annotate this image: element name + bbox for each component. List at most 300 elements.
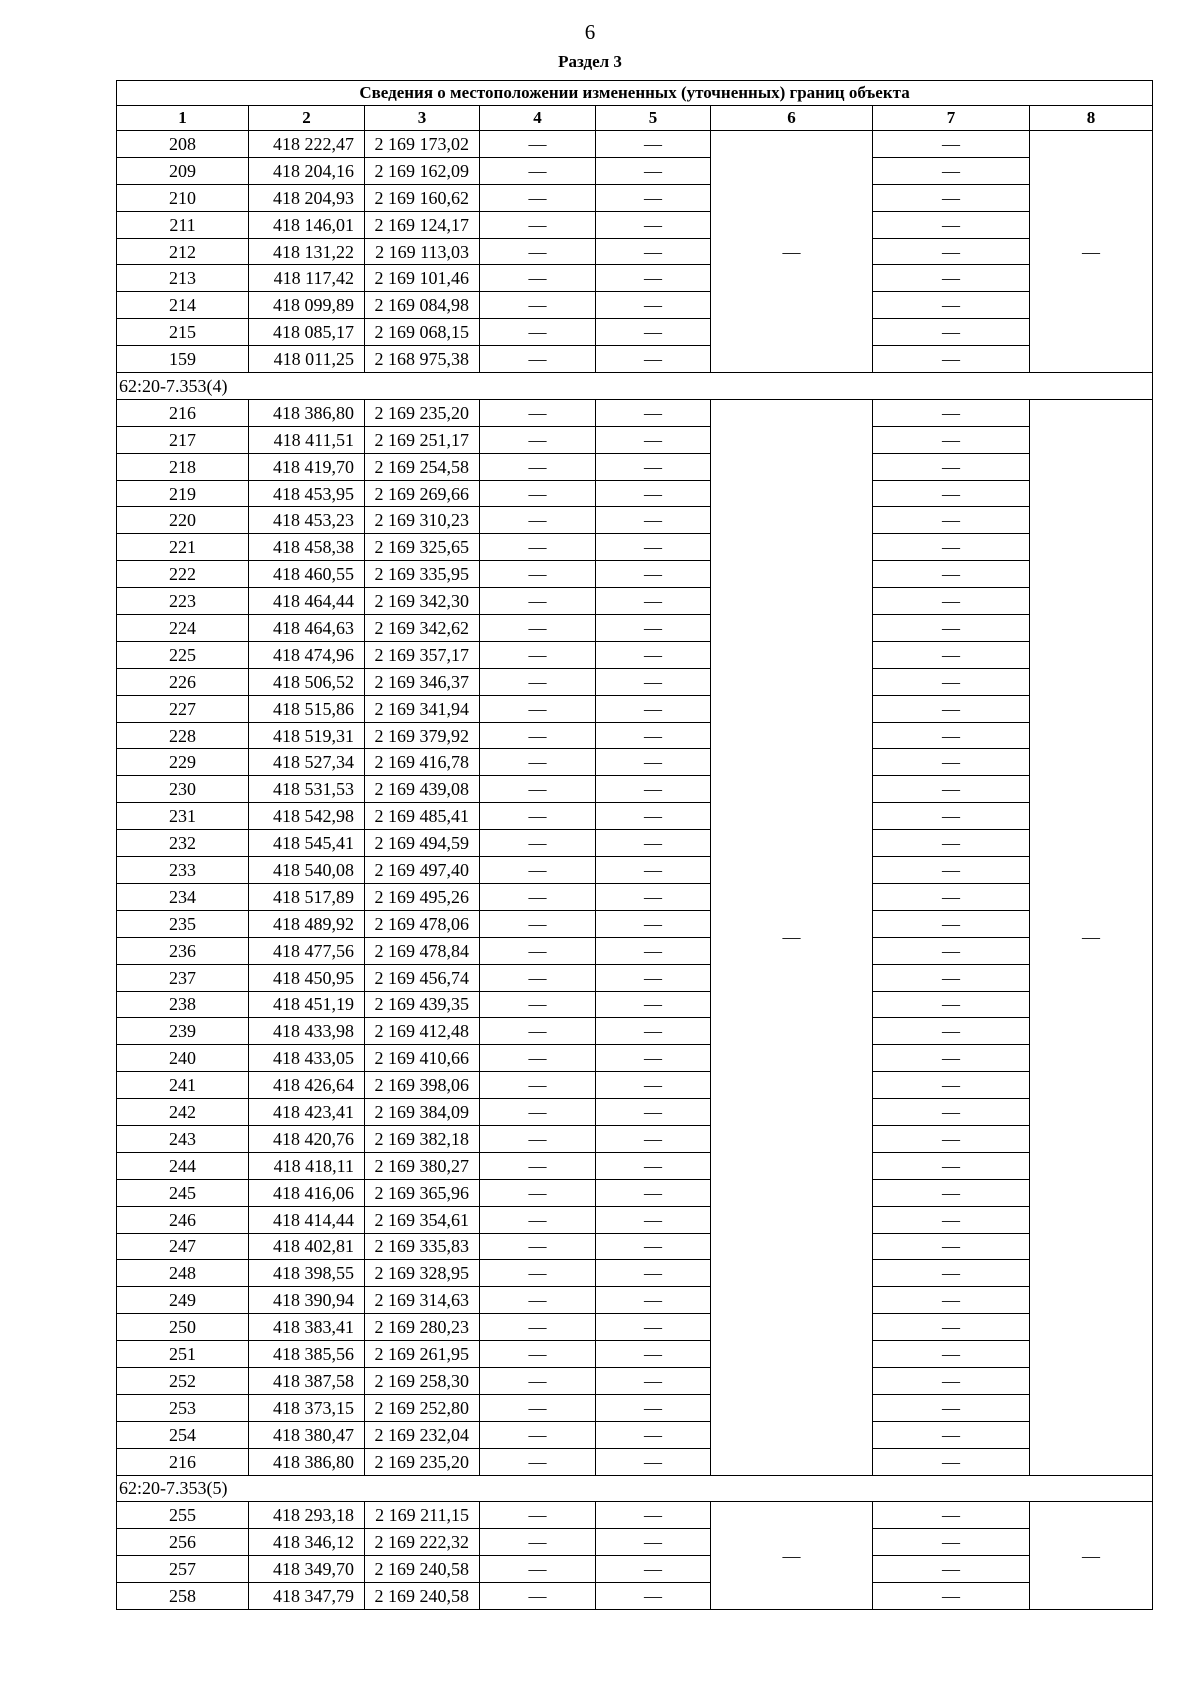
column-4-cell: — [480, 937, 596, 964]
column-header: 5 [596, 106, 711, 131]
x-coordinate-cell: 418 433,98 [249, 1018, 365, 1045]
column-7-cell: — [873, 749, 1030, 776]
y-coordinate-cell: 2 169 478,06 [365, 910, 480, 937]
y-coordinate-cell: 2 169 357,17 [365, 641, 480, 668]
point-number-cell: 208 [117, 131, 249, 158]
column-7-cell: — [873, 668, 1030, 695]
column-header: 4 [480, 106, 596, 131]
column-4-cell: — [480, 641, 596, 668]
table-row [117, 1233, 1153, 1260]
point-number-cell: 231 [117, 803, 249, 830]
column-5-cell: — [596, 426, 711, 453]
column-5-cell: — [596, 615, 711, 642]
column-5-cell: — [596, 1314, 711, 1341]
y-coordinate-cell: 2 169 416,78 [365, 749, 480, 776]
column-7-cell: — [873, 534, 1030, 561]
point-number-cell: 252 [117, 1367, 249, 1394]
column-4-cell: — [480, 453, 596, 480]
table-row [117, 426, 1153, 453]
group-row [117, 373, 1153, 400]
x-coordinate-cell: 418 402,81 [249, 1233, 365, 1260]
y-coordinate-cell: 2 169 269,66 [365, 480, 480, 507]
column-8-merged-cell: — [1030, 131, 1153, 373]
column-6-merged-cell: — [711, 131, 873, 373]
column-7-cell: — [873, 1152, 1030, 1179]
column-7-cell: — [873, 1583, 1030, 1610]
table-row [117, 507, 1153, 534]
column-4-cell: — [480, 857, 596, 884]
column-4-cell: — [480, 1179, 596, 1206]
column-4-cell: — [480, 588, 596, 615]
column-7-cell: — [873, 157, 1030, 184]
column-4-cell: — [480, 1287, 596, 1314]
column-5-cell: — [596, 668, 711, 695]
column-4-cell: — [480, 292, 596, 319]
table-body [117, 131, 1153, 1610]
x-coordinate-cell: 418 474,96 [249, 641, 365, 668]
table-row [117, 910, 1153, 937]
y-coordinate-cell: 2 169 314,63 [365, 1287, 480, 1314]
x-coordinate-cell: 418 373,15 [249, 1394, 365, 1421]
table-row [117, 615, 1153, 642]
column-4-cell: — [480, 1045, 596, 1072]
column-5-cell: — [596, 857, 711, 884]
column-4-cell: — [480, 722, 596, 749]
x-coordinate-cell: 418 011,25 [249, 346, 365, 373]
x-coordinate-cell: 418 293,18 [249, 1502, 365, 1529]
column-5-cell: — [596, 1341, 711, 1368]
column-4-cell: — [480, 1341, 596, 1368]
column-5-cell: — [596, 1529, 711, 1556]
column-5-cell: — [596, 937, 711, 964]
column-4-cell: — [480, 1152, 596, 1179]
column-7-cell: — [873, 722, 1030, 749]
column-8-merged-cell: — [1030, 1502, 1153, 1610]
column-4-cell: — [480, 1556, 596, 1583]
column-4-cell: — [480, 1206, 596, 1233]
column-5-cell: — [596, 1394, 711, 1421]
x-coordinate-cell: 418 131,22 [249, 238, 365, 265]
column-5-cell: — [596, 1233, 711, 1260]
point-number-cell: 246 [117, 1206, 249, 1233]
point-number-cell: 219 [117, 480, 249, 507]
column-7-cell: — [873, 1260, 1030, 1287]
column-7-cell: — [873, 776, 1030, 803]
table-row [117, 1556, 1153, 1583]
y-coordinate-cell: 2 169 354,61 [365, 1206, 480, 1233]
column-4-cell: — [480, 1260, 596, 1287]
column-7-cell: — [873, 1018, 1030, 1045]
y-coordinate-cell: 2 169 497,40 [365, 857, 480, 884]
y-coordinate-cell: 2 169 478,84 [365, 937, 480, 964]
column-5-cell: — [596, 1125, 711, 1152]
column-4-cell: — [480, 184, 596, 211]
table-row [117, 722, 1153, 749]
y-coordinate-cell: 2 169 342,30 [365, 588, 480, 615]
column-5-cell: — [596, 507, 711, 534]
point-number-cell: 239 [117, 1018, 249, 1045]
column-4-cell: — [480, 615, 596, 642]
column-7-cell: — [873, 1045, 1030, 1072]
table-row [117, 1018, 1153, 1045]
column-5-cell: — [596, 641, 711, 668]
page-number: 6 [584, 20, 596, 44]
point-number-cell: 240 [117, 1045, 249, 1072]
group-row [117, 1475, 1153, 1502]
x-coordinate-cell: 418 419,70 [249, 453, 365, 480]
table-row [117, 1394, 1153, 1421]
y-coordinate-cell: 2 169 240,58 [365, 1583, 480, 1610]
table-row [117, 937, 1153, 964]
x-coordinate-cell: 418 347,79 [249, 1583, 365, 1610]
table-caption: Сведения о местоположении измененных (уточненных) границ объекта [117, 81, 1153, 106]
table-row [117, 1502, 1153, 1529]
table-row [117, 157, 1153, 184]
column-4-cell: — [480, 1502, 596, 1529]
x-coordinate-cell: 418 117,42 [249, 265, 365, 292]
point-number-cell: 228 [117, 722, 249, 749]
point-number-cell: 241 [117, 1072, 249, 1099]
column-4-cell: — [480, 1125, 596, 1152]
column-4-cell: — [480, 157, 596, 184]
point-number-cell: 222 [117, 561, 249, 588]
column-5-cell: — [596, 561, 711, 588]
column-5-cell: — [596, 1179, 711, 1206]
section-title: Раздел 3 [558, 52, 622, 71]
group-label: 62:20-7.353(5) [117, 1475, 1153, 1502]
table-row [117, 292, 1153, 319]
column-7-cell: — [873, 1448, 1030, 1475]
column-4-cell: — [480, 803, 596, 830]
point-number-cell: 211 [117, 211, 249, 238]
column-5-cell: — [596, 803, 711, 830]
point-number-cell: 251 [117, 1341, 249, 1368]
point-number-cell: 213 [117, 265, 249, 292]
x-coordinate-cell: 418 527,34 [249, 749, 365, 776]
y-coordinate-cell: 2 169 084,98 [365, 292, 480, 319]
table-row [117, 211, 1153, 238]
x-coordinate-cell: 418 385,56 [249, 1341, 365, 1368]
x-coordinate-cell: 418 464,63 [249, 615, 365, 642]
column-5-cell: — [596, 292, 711, 319]
y-coordinate-cell: 2 169 232,04 [365, 1421, 480, 1448]
y-coordinate-cell: 2 169 261,95 [365, 1341, 480, 1368]
y-coordinate-cell: 2 169 160,62 [365, 184, 480, 211]
y-coordinate-cell: 2 169 412,48 [365, 1018, 480, 1045]
table-row [117, 1179, 1153, 1206]
x-coordinate-cell: 418 398,55 [249, 1260, 365, 1287]
column-5-cell: — [596, 319, 711, 346]
group-label: 62:20-7.353(4) [117, 373, 1153, 400]
x-coordinate-cell: 418 453,23 [249, 507, 365, 534]
y-coordinate-cell: 2 169 328,95 [365, 1260, 480, 1287]
column-7-cell: — [873, 830, 1030, 857]
column-5-cell: — [596, 1287, 711, 1314]
column-5-cell: — [596, 1018, 711, 1045]
column-4-cell: — [480, 480, 596, 507]
column-7-cell: — [873, 426, 1030, 453]
column-5-cell: — [596, 184, 711, 211]
x-coordinate-cell: 418 515,86 [249, 695, 365, 722]
x-coordinate-cell: 418 411,51 [249, 426, 365, 453]
column-5-cell: — [596, 776, 711, 803]
point-number-cell: 258 [117, 1583, 249, 1610]
table-row [117, 131, 1153, 158]
column-5-cell: — [596, 346, 711, 373]
column-4-cell: — [480, 561, 596, 588]
column-5-cell: — [596, 1556, 711, 1583]
table-row [117, 184, 1153, 211]
y-coordinate-cell: 2 169 398,06 [365, 1072, 480, 1099]
table-row [117, 1583, 1153, 1610]
column-5-cell: — [596, 1421, 711, 1448]
column-4-cell: — [480, 238, 596, 265]
y-coordinate-cell: 2 169 068,15 [365, 319, 480, 346]
point-number-cell: 243 [117, 1125, 249, 1152]
y-coordinate-cell: 2 169 235,20 [365, 1448, 480, 1475]
column-4-cell: — [480, 1583, 596, 1610]
table-row [117, 1287, 1153, 1314]
column-5-cell: — [596, 910, 711, 937]
y-coordinate-cell: 2 169 342,62 [365, 615, 480, 642]
column-7-cell: — [873, 1179, 1030, 1206]
column-header: 7 [873, 106, 1030, 131]
table-row [117, 1421, 1153, 1448]
column-header: 2 [249, 106, 365, 131]
x-coordinate-cell: 418 420,76 [249, 1125, 365, 1152]
point-number-cell: 254 [117, 1421, 249, 1448]
column-7-cell: — [873, 561, 1030, 588]
table-row [117, 1125, 1153, 1152]
column-7-cell: — [873, 346, 1030, 373]
y-coordinate-cell: 2 169 379,92 [365, 722, 480, 749]
table-row [117, 803, 1153, 830]
x-coordinate-cell: 418 418,11 [249, 1152, 365, 1179]
column-7-cell: — [873, 588, 1030, 615]
column-5-cell: — [596, 964, 711, 991]
y-coordinate-cell: 2 169 310,23 [365, 507, 480, 534]
column-7-cell: — [873, 238, 1030, 265]
y-coordinate-cell: 2 169 124,17 [365, 211, 480, 238]
x-coordinate-cell: 418 540,08 [249, 857, 365, 884]
column-7-cell: — [873, 399, 1030, 426]
column-4-cell: — [480, 1394, 596, 1421]
y-coordinate-cell: 2 169 101,46 [365, 265, 480, 292]
column-5-cell: — [596, 722, 711, 749]
point-number-cell: 247 [117, 1233, 249, 1260]
column-7-cell: — [873, 1287, 1030, 1314]
point-number-cell: 226 [117, 668, 249, 695]
column-5-cell: — [596, 1583, 711, 1610]
point-number-cell: 223 [117, 588, 249, 615]
x-coordinate-cell: 418 450,95 [249, 964, 365, 991]
point-number-cell: 242 [117, 1099, 249, 1126]
table-row [117, 641, 1153, 668]
column-4-cell: — [480, 991, 596, 1018]
column-5-cell: — [596, 695, 711, 722]
column-7-cell: — [873, 1206, 1030, 1233]
column-7-cell: — [873, 211, 1030, 238]
table-row [117, 534, 1153, 561]
x-coordinate-cell: 418 204,16 [249, 157, 365, 184]
column-7-cell: — [873, 131, 1030, 158]
column-4-cell: — [480, 1099, 596, 1126]
column-7-cell: — [873, 964, 1030, 991]
column-4-cell: — [480, 131, 596, 158]
y-coordinate-cell: 2 169 495,26 [365, 883, 480, 910]
x-coordinate-cell: 418 386,80 [249, 399, 365, 426]
column-7-cell: — [873, 1341, 1030, 1368]
column-7-cell: — [873, 1367, 1030, 1394]
column-header: 6 [711, 106, 873, 131]
point-number-cell: 248 [117, 1260, 249, 1287]
point-number-cell: 232 [117, 830, 249, 857]
x-coordinate-cell: 418 416,06 [249, 1179, 365, 1206]
column-4-cell: — [480, 668, 596, 695]
table-row [117, 991, 1153, 1018]
x-coordinate-cell: 418 414,44 [249, 1206, 365, 1233]
column-6-merged-cell: — [711, 1502, 873, 1610]
point-number-cell: 245 [117, 1179, 249, 1206]
column-5-cell: — [596, 534, 711, 561]
point-number-cell: 257 [117, 1556, 249, 1583]
column-5-cell: — [596, 991, 711, 1018]
column-header: 1 [117, 106, 249, 131]
x-coordinate-cell: 418 426,64 [249, 1072, 365, 1099]
y-coordinate-cell: 2 169 346,37 [365, 668, 480, 695]
point-number-cell: 233 [117, 857, 249, 884]
y-coordinate-cell: 2 169 335,95 [365, 561, 480, 588]
column-5-cell: — [596, 1502, 711, 1529]
column-7-cell: — [873, 1394, 1030, 1421]
x-coordinate-cell: 418 545,41 [249, 830, 365, 857]
column-5-cell: — [596, 157, 711, 184]
y-coordinate-cell: 2 169 335,83 [365, 1233, 480, 1260]
column-7-cell: — [873, 265, 1030, 292]
point-number-cell: 237 [117, 964, 249, 991]
table-row [117, 964, 1153, 991]
table-row [117, 749, 1153, 776]
point-number-cell: 215 [117, 319, 249, 346]
point-number-cell: 238 [117, 991, 249, 1018]
column-4-cell: — [480, 964, 596, 991]
point-number-cell: 244 [117, 1152, 249, 1179]
x-coordinate-cell: 418 386,80 [249, 1448, 365, 1475]
column-header-row [117, 106, 1153, 131]
column-4-cell: — [480, 211, 596, 238]
column-7-cell: — [873, 1233, 1030, 1260]
x-coordinate-cell: 418 423,41 [249, 1099, 365, 1126]
table-row [117, 453, 1153, 480]
column-7-cell: — [873, 641, 1030, 668]
point-number-cell: 229 [117, 749, 249, 776]
column-5-cell: — [596, 453, 711, 480]
y-coordinate-cell: 2 169 252,80 [365, 1394, 480, 1421]
table-row [117, 265, 1153, 292]
column-5-cell: — [596, 1206, 711, 1233]
y-coordinate-cell: 2 169 439,08 [365, 776, 480, 803]
point-number-cell: 255 [117, 1502, 249, 1529]
point-number-cell: 236 [117, 937, 249, 964]
y-coordinate-cell: 2 169 240,58 [365, 1556, 480, 1583]
point-number-cell: 209 [117, 157, 249, 184]
x-coordinate-cell: 418 464,44 [249, 588, 365, 615]
y-coordinate-cell: 2 169 341,94 [365, 695, 480, 722]
table-row [117, 1072, 1153, 1099]
table-row [117, 561, 1153, 588]
point-number-cell: 220 [117, 507, 249, 534]
column-5-cell: — [596, 588, 711, 615]
y-coordinate-cell: 2 169 494,59 [365, 830, 480, 857]
column-7-cell: — [873, 1556, 1030, 1583]
column-4-cell: — [480, 534, 596, 561]
column-5-cell: — [596, 211, 711, 238]
point-number-cell: 253 [117, 1394, 249, 1421]
table-row [117, 1206, 1153, 1233]
x-coordinate-cell: 418 453,95 [249, 480, 365, 507]
x-coordinate-cell: 418 222,47 [249, 131, 365, 158]
column-5-cell: — [596, 480, 711, 507]
column-5-cell: — [596, 1152, 711, 1179]
table-row [117, 776, 1153, 803]
column-7-cell: — [873, 292, 1030, 319]
table-row [117, 830, 1153, 857]
point-number-cell: 235 [117, 910, 249, 937]
table-row [117, 1314, 1153, 1341]
column-7-cell: — [873, 480, 1030, 507]
table-row [117, 238, 1153, 265]
table-row [117, 1152, 1153, 1179]
column-4-cell: — [480, 319, 596, 346]
y-coordinate-cell: 2 169 382,18 [365, 1125, 480, 1152]
point-number-cell: 234 [117, 883, 249, 910]
y-coordinate-cell: 2 169 162,09 [365, 157, 480, 184]
x-coordinate-cell: 418 346,12 [249, 1529, 365, 1556]
x-coordinate-cell: 418 460,55 [249, 561, 365, 588]
point-number-cell: 218 [117, 453, 249, 480]
point-number-cell: 210 [117, 184, 249, 211]
y-coordinate-cell: 2 169 251,17 [365, 426, 480, 453]
column-4-cell: — [480, 776, 596, 803]
column-5-cell: — [596, 1367, 711, 1394]
table-row [117, 1260, 1153, 1287]
column-7-cell: — [873, 1502, 1030, 1529]
x-coordinate-cell: 418 349,70 [249, 1556, 365, 1583]
column-7-cell: — [873, 937, 1030, 964]
column-5-cell: — [596, 238, 711, 265]
column-7-cell: — [873, 803, 1030, 830]
table-row [117, 399, 1153, 426]
point-number-cell: 216 [117, 1448, 249, 1475]
column-4-cell: — [480, 830, 596, 857]
column-5-cell: — [596, 1099, 711, 1126]
point-number-cell: 216 [117, 399, 249, 426]
x-coordinate-cell: 418 477,56 [249, 937, 365, 964]
table-row [117, 857, 1153, 884]
coordinates-table [116, 80, 1153, 1610]
column-7-cell: — [873, 453, 1030, 480]
table-row [117, 883, 1153, 910]
y-coordinate-cell: 2 168 975,38 [365, 346, 480, 373]
point-number-cell: 225 [117, 641, 249, 668]
table-row [117, 695, 1153, 722]
x-coordinate-cell: 418 531,53 [249, 776, 365, 803]
y-coordinate-cell: 2 169 380,27 [365, 1152, 480, 1179]
column-4-cell: — [480, 1072, 596, 1099]
column-4-cell: — [480, 507, 596, 534]
column-4-cell: — [480, 399, 596, 426]
column-4-cell: — [480, 749, 596, 776]
